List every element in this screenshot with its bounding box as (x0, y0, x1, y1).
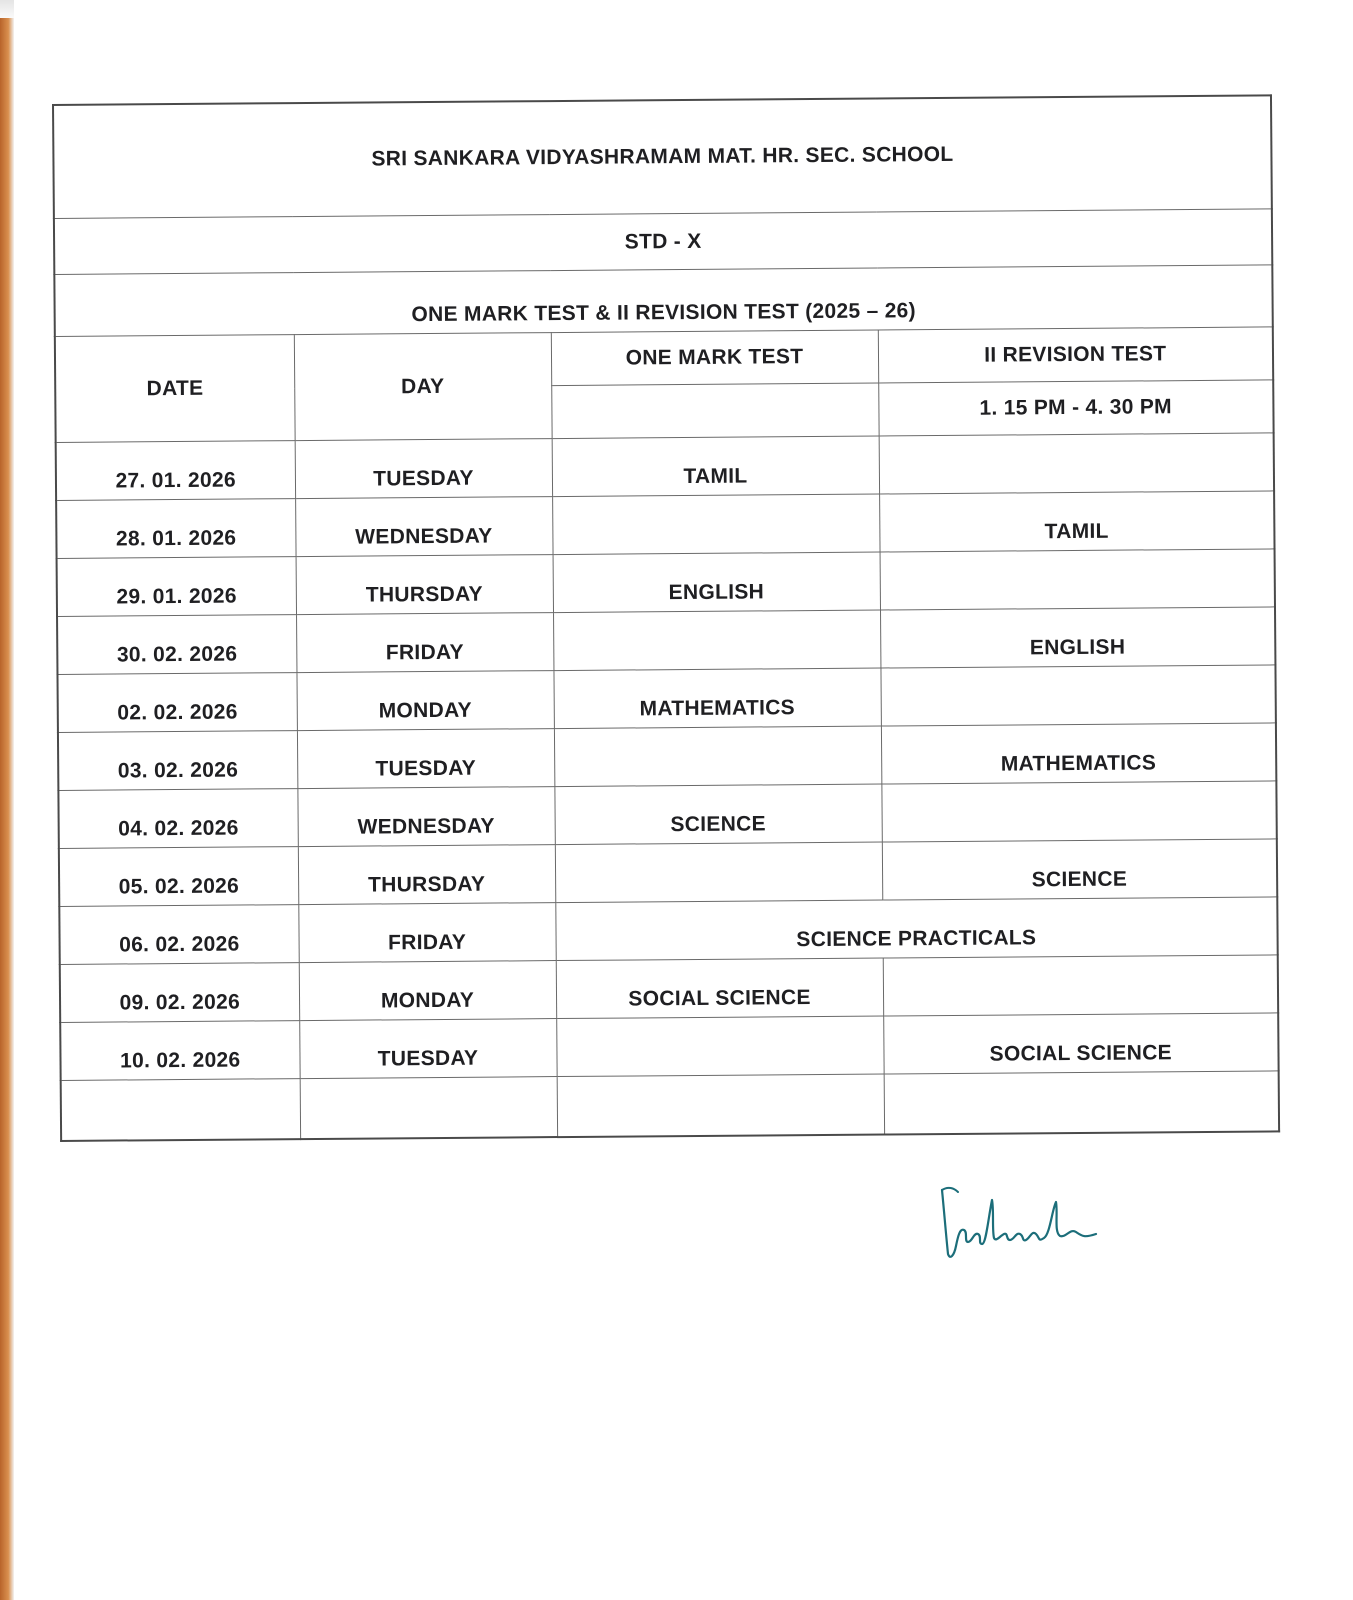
row-revision (881, 781, 1276, 842)
table-row (58, 723, 1276, 791)
row-day: THURSDAY (296, 555, 553, 615)
row-day: TUESDAY (299, 1019, 556, 1079)
handwritten-signature-icon (934, 1180, 1104, 1270)
table-row (57, 665, 1275, 733)
row-revision (883, 955, 1278, 1016)
row-revision: MATHEMATICS (881, 723, 1276, 784)
row-one-mark: SCIENCE (554, 784, 881, 845)
row-date: 06. 02. 2026 (59, 905, 298, 965)
table-row (59, 839, 1277, 907)
row-revision (879, 433, 1274, 494)
row-day: TUESDAY (297, 729, 554, 789)
row-one-mark (556, 1016, 883, 1077)
row-one-mark: ENGLISH (553, 552, 880, 613)
row-day: MONDAY (296, 671, 553, 731)
row-day: FRIDAY (298, 903, 555, 963)
row-one-mark: MATHEMATICS (553, 668, 880, 729)
row-day: MONDAY (299, 961, 556, 1021)
row-day: WEDNESDAY (297, 787, 554, 847)
row-date: 30. 02. 2026 (57, 615, 296, 675)
row-one-mark (552, 494, 879, 555)
table-row-empty (61, 1071, 1279, 1141)
empty-cell (884, 1071, 1279, 1135)
row-one-mark: SOCIAL SCIENCE (556, 958, 883, 1019)
row-merged-practicals: SCIENCE PRACTICALS (555, 897, 1277, 961)
row-one-mark: TAMIL (552, 436, 879, 497)
row-date: 29. 01. 2026 (57, 557, 296, 617)
timetable-sheet (52, 94, 1278, 1142)
header-revision: II REVISION TEST (878, 327, 1273, 383)
row-revision (880, 665, 1275, 726)
row-revision: TAMIL (879, 491, 1274, 552)
row-date: 05. 02. 2026 (59, 847, 298, 907)
row-revision: ENGLISH (880, 607, 1275, 668)
table-row (57, 607, 1275, 675)
table-row (56, 433, 1274, 501)
row-date: 09. 02. 2026 (60, 963, 299, 1023)
row-date: 02. 02. 2026 (57, 673, 296, 733)
header-revision-time: 1. 15 PM - 4. 30 PM (878, 380, 1273, 436)
row-day: TUESDAY (295, 439, 552, 499)
row-date: 10. 02. 2026 (60, 1021, 299, 1081)
header-date: DATE (55, 335, 295, 443)
standard-label: STD - X (54, 209, 1272, 275)
table-row (58, 781, 1276, 849)
row-date: 27. 01. 2026 (56, 441, 295, 501)
row-date: 04. 02. 2026 (58, 789, 297, 849)
empty-cell (557, 1074, 884, 1137)
row-revision: SOCIAL SCIENCE (883, 1013, 1278, 1074)
header-one-mark: ONE MARK TEST (551, 330, 878, 386)
row-revision (880, 549, 1275, 610)
row-day: THURSDAY (298, 845, 555, 905)
table-row (57, 549, 1275, 617)
empty-cell (300, 1077, 557, 1140)
exam-timetable (52, 94, 1280, 1142)
table-row (59, 897, 1277, 965)
row-day: WEDNESDAY (295, 497, 552, 557)
header-one-mark-time (551, 383, 878, 439)
school-name: SRI SANKARA VIDYASHRAMAM MAT. HR. SEC. SCHOOL (53, 95, 1272, 218)
row-revision: SCIENCE (882, 839, 1277, 900)
row-date: 03. 02. 2026 (58, 731, 297, 791)
table-row (60, 1013, 1278, 1081)
page-edge-left (0, 0, 14, 1600)
row-one-mark (554, 726, 881, 787)
table-row (60, 955, 1278, 1023)
header-day: DAY (294, 333, 552, 441)
table-row (56, 491, 1274, 559)
row-date: 28. 01. 2026 (56, 499, 295, 559)
empty-cell (61, 1079, 300, 1141)
test-title: ONE MARK TEST & II REVISION TEST (2025 – 26) (54, 265, 1272, 337)
row-one-mark (553, 610, 880, 671)
row-day: FRIDAY (296, 613, 553, 673)
row-one-mark (555, 842, 882, 903)
